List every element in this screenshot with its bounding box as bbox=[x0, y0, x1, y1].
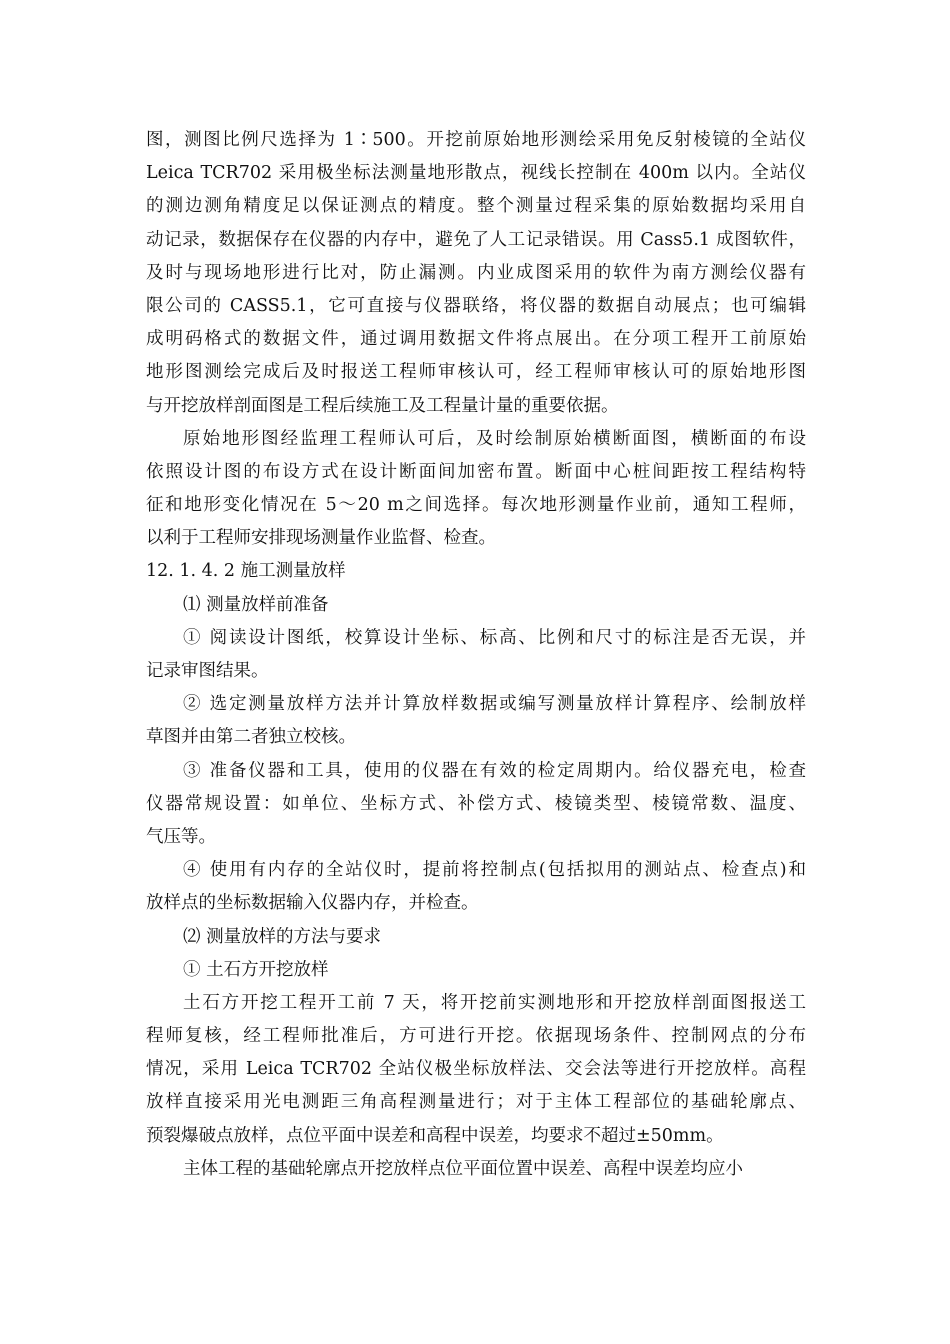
text-line: 以利于工程师安排现场测量作业监督、检查。 bbox=[146, 528, 496, 549]
text-line: ④ 使用有内存的全站仪时，提前将控制点(包括拟用的测站点、检查点)和 bbox=[183, 860, 806, 881]
paragraph-item-3 bbox=[146, 755, 806, 855]
paragraph-sub-1 bbox=[146, 589, 806, 622]
document-body bbox=[146, 124, 806, 1186]
paragraph-item-2 bbox=[146, 688, 806, 754]
text-line: 记录审图结果。 bbox=[146, 661, 269, 681]
paragraph-p1 bbox=[146, 124, 806, 423]
text-line: ⑴ 测量放样前准备 bbox=[183, 594, 329, 615]
text-line: 及时与现场地形进行比对，防止漏测。内业成图采用的软件为南方测绘仪器有 bbox=[146, 262, 806, 283]
paragraph-p4 bbox=[146, 1153, 806, 1186]
text-line: 草图并由第二者独立校核。 bbox=[146, 727, 356, 748]
paragraph-p2 bbox=[146, 423, 806, 556]
paragraph-heading-12-1-4-2 bbox=[146, 555, 806, 588]
paragraph-item-earthwork bbox=[146, 954, 806, 987]
paragraph-item-1 bbox=[146, 622, 806, 688]
text-line: 的测边测角精度足以保证测点的精度。整个测量过程采集的原始数据均采用自 bbox=[146, 196, 806, 217]
text-line: 放样直接采用光电测距三角高程测量进行；对于主体工程部位的基础轮廓点、 bbox=[146, 1092, 806, 1113]
text-line: ② 选定测量放样方法并计算放样数据或编写测量放样计算程序、绘制放样 bbox=[183, 694, 806, 715]
paragraph-sub-2 bbox=[146, 921, 806, 954]
text-line: 土石方开挖工程开工前 7 天，将开挖前实测地形和开挖放样剖面图报送工 bbox=[183, 992, 806, 1013]
text-line: ① 阅读设计图纸，校算设计坐标、标高、比例和尺寸的标注是否无误，并 bbox=[183, 627, 806, 648]
text-line: 预裂爆破点放样，点位平面中误差和高程中误差，均要求不超过±50mm。 bbox=[146, 1125, 724, 1146]
text-line: ③ 准备仪器和工具，使用的仪器在有效的检定周期内。给仪器充电，检查 bbox=[183, 760, 806, 781]
text-line: 原始地形图经监理工程师认可后，及时绘制原始横断面图，横断面的布设 bbox=[183, 428, 806, 449]
text-line: ⑵ 测量放样的方法与要求 bbox=[183, 926, 382, 947]
text-line: 图，测图比例尺选择为 1∶500。开挖前原始地形测绘采用免反射棱镜的全站仪 bbox=[146, 130, 806, 150]
paragraph-item-4 bbox=[146, 854, 806, 920]
text-line: 征和地形变化情况在 5～20 m之间选择。每次地形测量作业前，通知工程师， bbox=[146, 495, 806, 516]
text-line: 情况，采用 Leica TCR702 全站仪极坐标放样法、交会法等进行开挖放样。高程 bbox=[146, 1059, 806, 1080]
text-line: 成明码格式的数据文件，通过调用数据文件将点展出。在分项工程开工前原始 bbox=[146, 329, 806, 350]
text-line: 12. 1. 4. 2 施工测量放样 bbox=[146, 561, 346, 582]
paragraph-p3 bbox=[146, 987, 806, 1153]
text-line: 仪器常规设置：如单位、坐标方式、补偿方式、棱镜类型、棱镜常数、温度、 bbox=[146, 793, 806, 814]
text-line: 依照设计图的布设方式在设计断面间加密布置。断面中心桩间距按工程结构特 bbox=[146, 461, 806, 482]
text-line: 气压等。 bbox=[146, 826, 216, 847]
text-line: 放样点的坐标数据输入仪器内存，并检查。 bbox=[146, 893, 479, 914]
text-line: 主体工程的基础轮廓点开挖放样点位平面位置中误差、高程中误差均应小 bbox=[183, 1158, 743, 1179]
text-line: 程师复核，经工程师批准后，方可进行开挖。依据现场条件、控制网点的分布 bbox=[146, 1026, 806, 1047]
text-line: ① 土石方开挖放样 bbox=[183, 959, 329, 980]
text-line: Leica TCR702 采用极坐标法测量地形散点，视线长控制在 400m 以内。全站仪 bbox=[146, 163, 806, 184]
text-line: 动记录，数据保存在仪器的内存中，避免了人工记录错误。用 Cass5.1 成图软件， bbox=[146, 229, 806, 250]
text-line: 地形图测绘完成后及时报送工程师审核认可，经工程师审核认可的原始地形图 bbox=[146, 362, 806, 383]
text-line: 与开挖放样剖面图是工程后续施工及工程量计量的重要依据。 bbox=[146, 395, 619, 416]
text-line: 限公司的 CASS5.1，它可直接与仪器联络，将仪器的数据自动展点；也可编辑 bbox=[146, 295, 806, 316]
